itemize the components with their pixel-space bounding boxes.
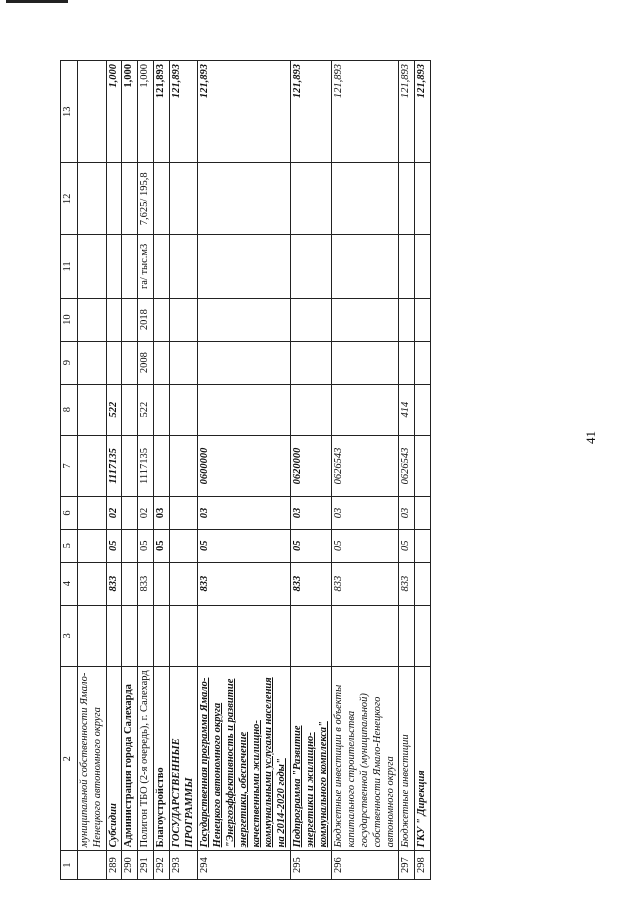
value-cell: 833 [290,562,331,605]
value-cell: 2018 [138,298,154,341]
value-cell [106,341,122,384]
value-cell: 833 [198,562,291,605]
value-cell: 121,893 [415,61,431,163]
table-row [415,61,431,880]
row-number-cell: 291 [138,851,154,880]
row-number-cell: 296 [332,851,399,880]
value-cell [78,61,107,163]
value-cell [290,384,331,435]
value-cell [198,384,291,435]
value-cell [169,163,198,235]
value-cell [169,435,198,496]
value-cell: 0626543 [332,435,399,496]
value-cell: 2008 [138,341,154,384]
value-cell [138,605,154,666]
value-cell [78,298,107,341]
header-cell: 8 [61,384,78,435]
value-cell [106,163,122,235]
row-number-cell: 293 [169,851,198,880]
value-cell: 03 [290,497,331,530]
value-cell [169,235,198,298]
value-cell: 833 [332,562,399,605]
value-cell [198,163,291,235]
value-cell: 03 [198,497,291,530]
value-cell [290,235,331,298]
value-cell [332,384,399,435]
value-cell [153,562,169,605]
table-row [198,61,291,880]
value-cell [399,341,415,384]
value-cell [153,384,169,435]
header-cell: 4 [61,562,78,605]
value-cell [415,235,431,298]
row-number-cell: 295 [290,851,331,880]
row-name-cell: Благоустройство [153,667,169,851]
row-name-cell: ГОСУДАРСТВЕННЫЕ ПРОГРАММЫ [169,667,198,851]
header-cell: 2 [61,667,78,851]
value-cell: 522 [106,384,122,435]
value-cell [399,163,415,235]
value-cell: 121,893 [198,61,291,163]
value-cell [106,235,122,298]
value-cell [78,605,107,666]
table-row [153,61,169,880]
table-row [122,61,138,880]
value-cell [332,235,399,298]
value-cell: 02 [138,497,154,530]
row-number-cell: 289 [106,851,122,880]
row-number-cell [78,851,107,880]
value-cell [78,235,107,298]
header-cell: 7 [61,435,78,496]
value-cell: 05 [198,529,291,562]
value-cell [122,529,138,562]
value-cell [198,341,291,384]
value-cell [122,235,138,298]
value-cell [169,562,198,605]
table-row [290,61,331,880]
value-cell [122,384,138,435]
table-body [61,61,431,880]
value-cell: 7,625/ 195,8 [138,163,154,235]
value-cell [198,605,291,666]
value-cell [290,298,331,341]
value-cell [415,384,431,435]
value-cell: 05 [106,529,122,562]
value-cell [399,298,415,341]
value-cell [153,235,169,298]
row-name-cell: Государственная программа Ямало-Ненецкого автономного округа "Энергоэффективность и развитие энергетики, обеспечение качественными жилищно-коммунальными услугами населения на 2014-2020 годы" [198,667,291,851]
row-name-cell: Бюджетные инвестиции в объекты капитального строительства государственной (муниципальной) собственности Ямало-Ненецкого автономного округа [332,667,399,851]
value-cell [169,341,198,384]
value-cell: 05 [332,529,399,562]
value-cell [415,163,431,235]
table-row [138,61,154,880]
value-cell [153,298,169,341]
value-cell [153,341,169,384]
header-row [61,61,78,880]
budget-table [60,60,431,880]
value-cell [290,341,331,384]
row-name-cell: Бюджетные инвестиции [399,667,415,851]
value-cell: 121,893 [169,61,198,163]
value-cell [169,497,198,530]
value-cell: 522 [138,384,154,435]
value-cell [290,605,331,666]
value-cell [198,235,291,298]
value-cell: 1117135 [106,435,122,496]
value-cell: 1,000 [138,61,154,163]
value-cell [122,562,138,605]
value-cell [415,435,431,496]
row-number-cell: 290 [122,851,138,880]
value-cell: 0626543 [399,435,415,496]
row-name-cell: Субсидии [106,667,122,851]
value-cell [78,341,107,384]
table-row [169,61,198,880]
value-cell [122,497,138,530]
value-cell: 121,893 [153,61,169,163]
value-cell: 05 [138,529,154,562]
budget-table-rotated [60,60,560,880]
value-cell [169,298,198,341]
value-cell [399,235,415,298]
value-cell: 0620000 [290,435,331,496]
row-number-cell: 294 [198,851,291,880]
value-cell: 05 [399,529,415,562]
table-row [106,61,122,880]
value-cell: 121,893 [399,61,415,163]
header-cell: 1 [61,851,78,880]
value-cell [122,163,138,235]
header-cell: 10 [61,298,78,341]
value-cell: 03 [399,497,415,530]
value-cell [153,163,169,235]
top-rule [6,0,68,3]
value-cell [106,298,122,341]
row-name-cell: ГКУ " Дирекция [415,667,431,851]
value-cell [198,298,291,341]
row-name-cell: Полигон ТБО (2-я очередь), г. Салехард [138,667,154,851]
table-row [78,61,107,880]
header-cell: 13 [61,61,78,163]
value-cell [106,605,122,666]
value-cell: 03 [332,497,399,530]
value-cell [332,163,399,235]
header-cell: 5 [61,529,78,562]
value-cell: 03 [153,497,169,530]
row-number-cell: 292 [153,851,169,880]
value-cell [78,562,107,605]
value-cell [332,298,399,341]
value-cell: 1,000 [122,61,138,163]
row-name-cell: Администрация города Салехарда [122,667,138,851]
row-name-cell: муниципальной собственности Ямало-Ненецкого автономного округа [78,667,107,851]
value-cell [169,384,198,435]
value-cell [332,605,399,666]
row-number-cell: 297 [399,851,415,880]
value-cell [415,605,431,666]
row-number-cell: 298 [415,851,431,880]
value-cell [153,605,169,666]
value-cell: 05 [153,529,169,562]
value-cell [169,529,198,562]
value-cell [415,562,431,605]
value-cell [169,605,198,666]
value-cell: 833 [106,562,122,605]
header-cell: 9 [61,341,78,384]
header-cell: 6 [61,497,78,530]
value-cell: 414 [399,384,415,435]
table-row [399,61,415,880]
value-cell [122,605,138,666]
value-cell: га/ тыс.м3 [138,235,154,298]
value-cell [78,435,107,496]
value-cell: 833 [399,562,415,605]
value-cell [153,435,169,496]
value-cell [290,163,331,235]
value-cell: 1117135 [138,435,154,496]
value-cell [415,298,431,341]
value-cell [332,341,399,384]
header-cell: 3 [61,605,78,666]
value-cell [399,605,415,666]
value-cell: 0600000 [198,435,291,496]
value-cell: 121,893 [332,61,399,163]
value-cell [415,341,431,384]
value-cell: 02 [106,497,122,530]
value-cell [78,163,107,235]
value-cell [415,529,431,562]
value-cell [122,341,138,384]
value-cell [415,497,431,530]
value-cell [122,298,138,341]
value-cell [122,435,138,496]
value-cell: 1,000 [106,61,122,163]
value-cell: 121,893 [290,61,331,163]
value-cell [78,529,107,562]
header-cell: 11 [61,235,78,298]
header-cell: 12 [61,163,78,235]
page-number: 41 [583,431,598,444]
table-row [332,61,399,880]
row-name-cell: Подпрограмма "Развитие энергетики и жилищно-коммунального комплекса" [290,667,331,851]
value-cell [78,384,107,435]
value-cell: 05 [290,529,331,562]
value-cell: 833 [138,562,154,605]
value-cell [78,497,107,530]
